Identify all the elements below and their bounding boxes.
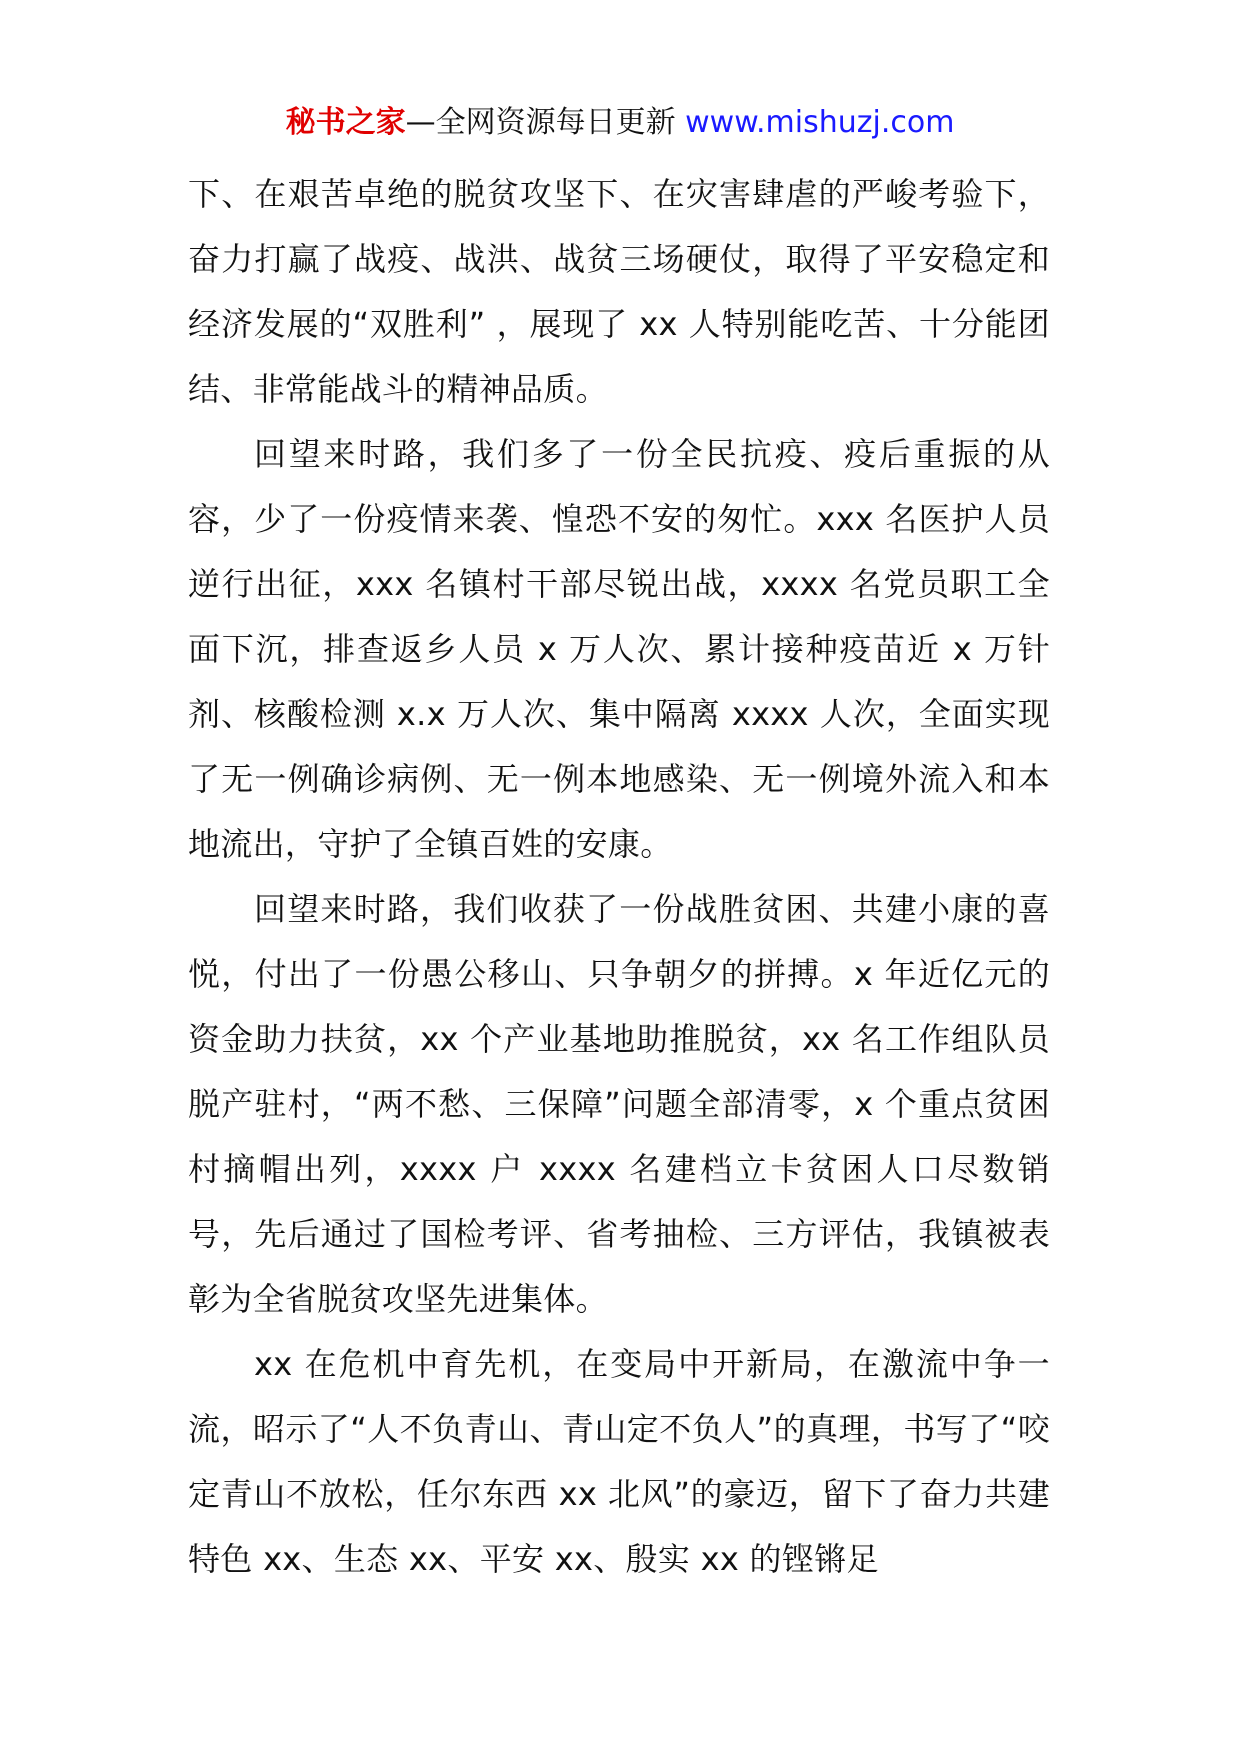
paragraph: xx 在危机中育先机，在变局中开新局，在激流中争一流，昭示了“人不负青山、青山定不负人”的真理，书写了“咬定青山不放松，任尔东西 xx 北风”的豪迈，留下了奋力共建特色 xx、生态 xx、平安 xx、殷实 xx 的铿锵足 (188, 1345, 1050, 1578)
site-url-link[interactable]: www.mishuzj.com (685, 105, 955, 140)
header-tagline: —全网资源每日更新 (405, 105, 686, 140)
document-body (188, 162, 1050, 1592)
paragraph-continued: 下、在艰苦卓绝的脱贫攻坚下、在灾害肆虐的严峻考验下，奋力打赢了战疫、战洪、战贫三场硬仗，取得了平安稳定和经济发展的“双胜利” ，展现了 xx 人特别能吃苦、十分能团结、非常能战斗的精神品质。 (188, 175, 1050, 408)
brand-name: 秘书之家 (285, 105, 406, 140)
paragraph: 回望来时路，我们多了一份全民抗疫、疫后重振的从容，少了一份疫情来袭、惶恐不安的匆忙。xxx 名医护人员逆行出征，xxx 名镇村干部尽锐出战，xxxx 名党员职工全面下沉，排查返乡人员 x 万人次、累计接种疫苗近 x 万针剂、核酸检测 x.x 万人次、集中隔离 xxxx 人次，全面实现了无一例确诊病例、无一例本地感染、无一例境外流入和本地流出，守护了全镇百姓的安康。 (188, 435, 1050, 863)
page-header (0, 100, 1240, 146)
paragraph: 回望来时路，我们收获了一份战胜贫困、共建小康的喜悦，付出了一份愚公移山、只争朝夕的拼搏。x 年近亿元的资金助力扶贫，xx 个产业基地助推脱贫，xx 名工作组队员脱产驻村，“两不愁、三保障”问题全部清零，x 个重点贫困村摘帽出列，xxxx 户 xxxx 名建档立卡贫困人口尽数销号，先后通过了国检考评、省考抽检、三方评估，我镇被表彰为全省脱贫攻坚先进集体。 (188, 890, 1050, 1318)
